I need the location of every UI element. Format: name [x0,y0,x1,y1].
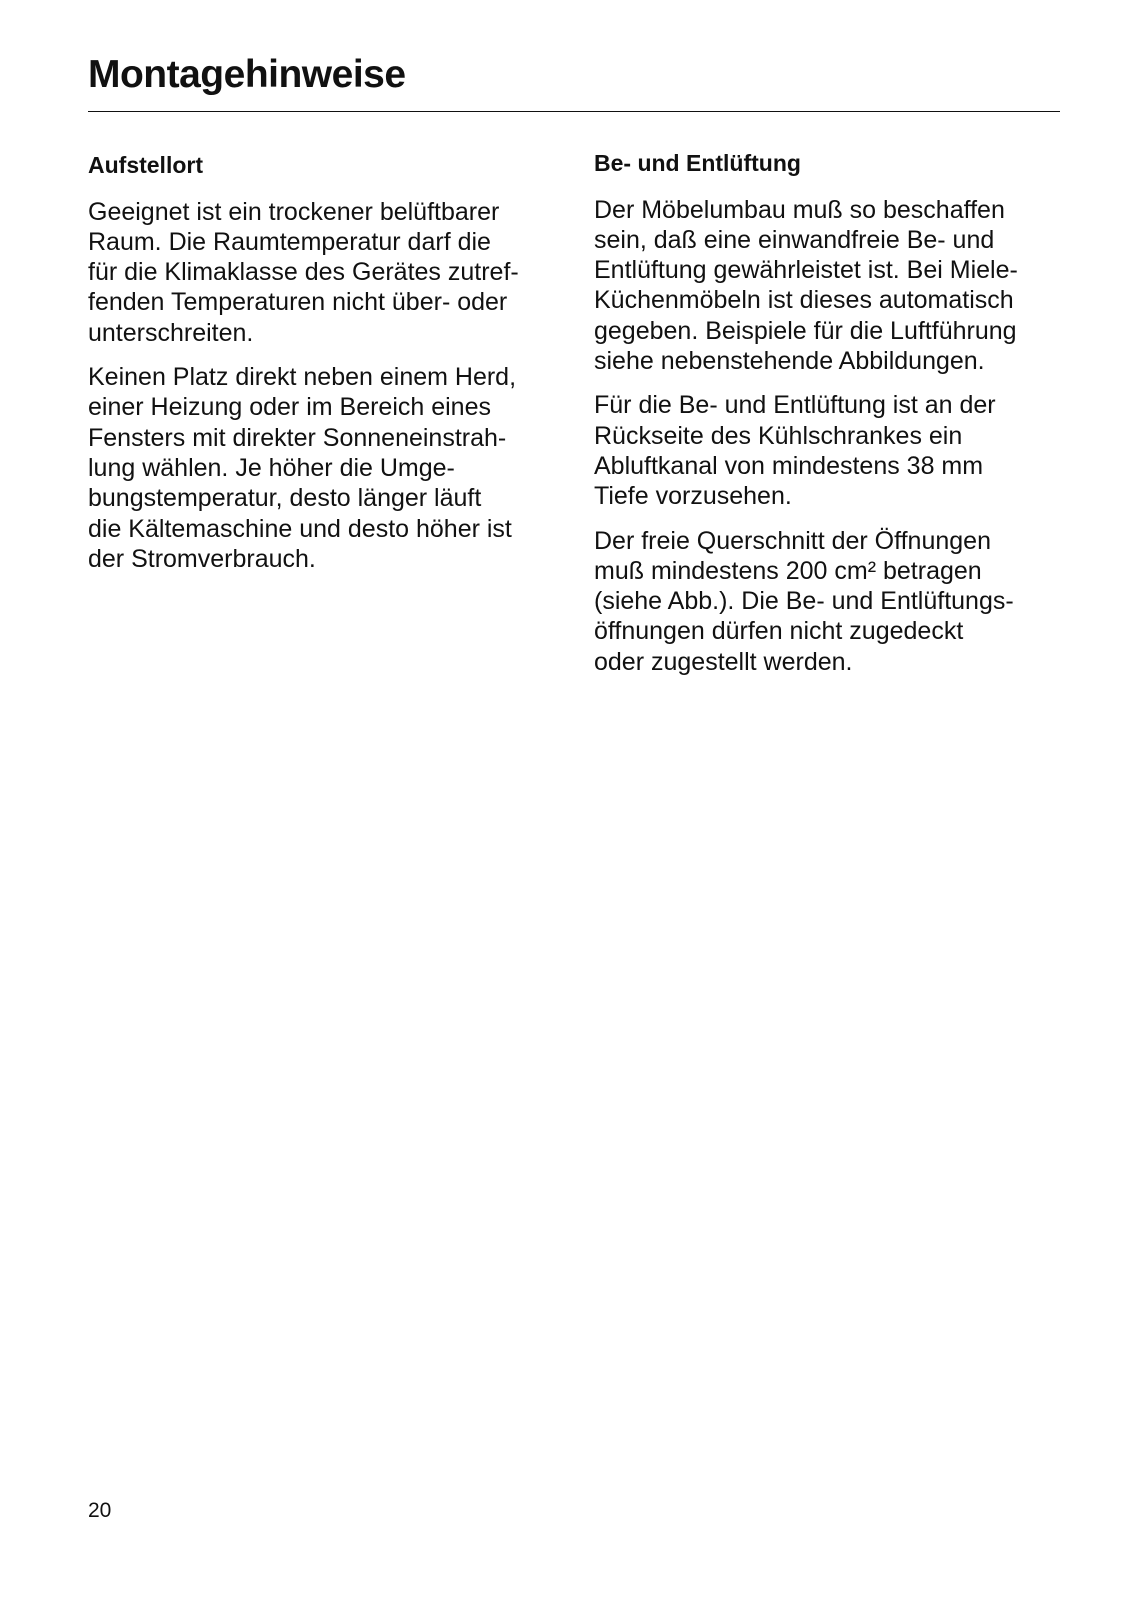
paragraph: Der freie Querschnitt der Öffnungen muß mindestens 200 cm² betragen (siehe Abb.). Die Be- und Entlüftungs- öffnungen dürfen nicht zugedeckt oder zugestellt werden. [594,526,1014,676]
paragraph: Geeignet ist ein trockener belüftbarer Raum. Die Raumtemperatur darf die für die Klimaklasse des Gerätes zutref- fenden Temperaturen nicht über- oder unterschreiten. [88,197,519,347]
paragraph: Der Möbelumbau muß so beschaffen sein, daß eine einwandfreie Be- und Entlüftung gewährleistet ist. Bei Miele- Küchenmöbeln ist dieses automatisch gegeben. Beispiele für die Luftführung siehe nebenstehende Abbildungen. [594,195,1018,376]
right-column [594,150,1064,691]
section-heading-aufstellort: Aufstellort [88,152,203,178]
page-number: 20 [88,1499,112,1522]
title-divider [88,111,1060,112]
paragraph: Keinen Platz direkt neben einem Herd, einer Heizung oder im Bereich eines Fensters mit direkter Sonneneinstrah- lung wählen. Je höher die Umge- bungstemperatur, desto länger läuft die Kältemaschine und desto höher ist der Stromverbrauch. [88,363,517,573]
section-heading-belueftung: Be- und Entlüftung [594,150,801,176]
page-title: Montagehinweise [88,53,406,96]
paragraph: Für die Be- und Entlüftung ist an der Rückseite des Kühlschrankes ein Abluftkanal von mindestens 38 mm Tiefe vorzusehen. [594,391,996,511]
left-column [88,150,568,588]
